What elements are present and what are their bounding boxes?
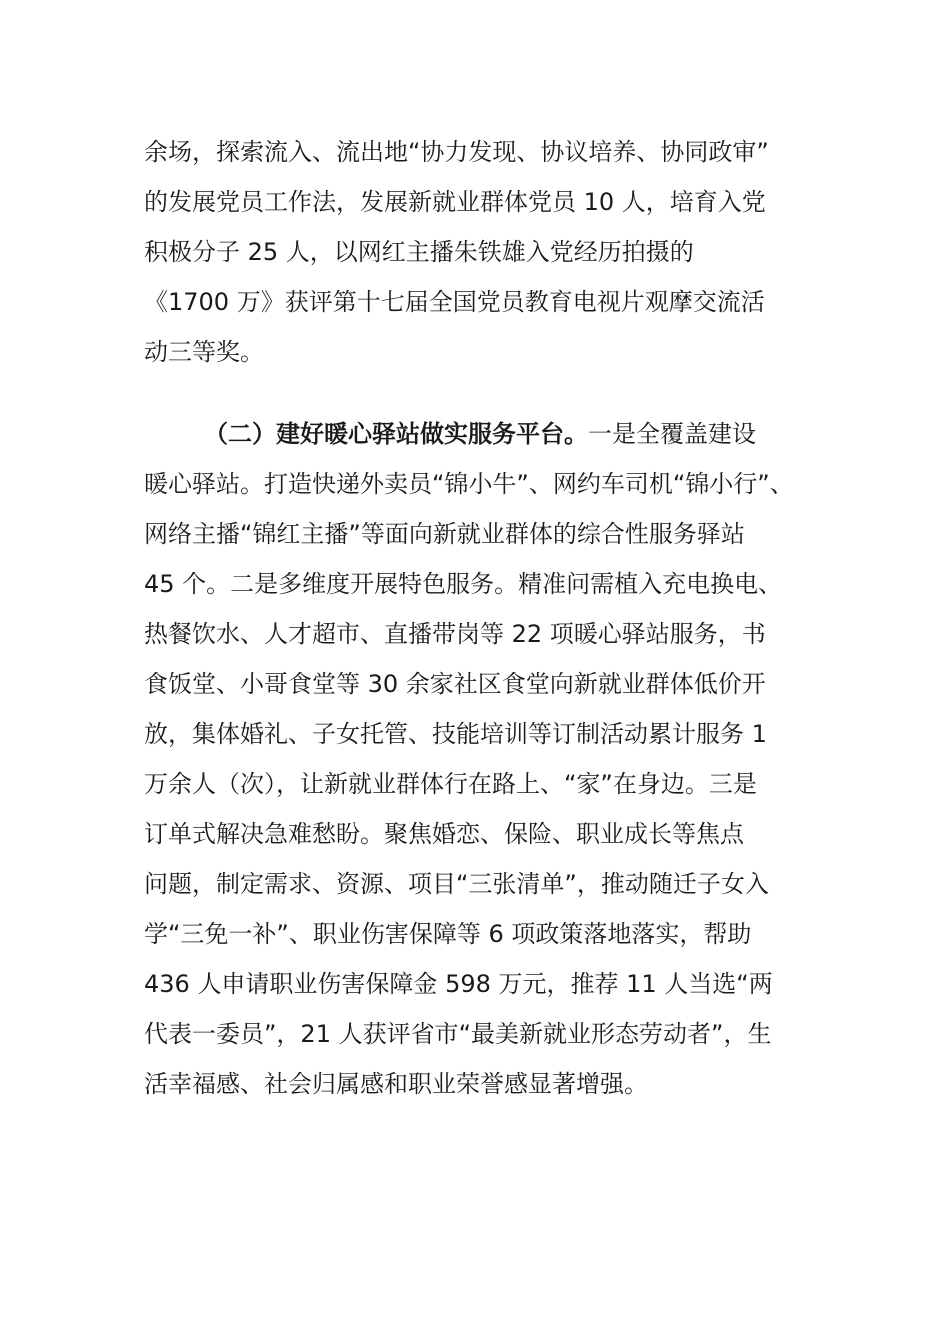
text-line: 活幸福感、社会归属感和职业荣誉感显著增强。: [144, 1070, 648, 1098]
text-line: 暖心驿站。打造快递外卖员“锦小牛”、网约车司机“锦小行”、: [144, 470, 794, 498]
heading-trailing-text: 一是全覆盖建设: [588, 420, 756, 448]
text-line: 网络主播“锦红主播”等面向新就业群体的综合性服务驿站: [144, 520, 745, 548]
text-line: 动三等奖。: [144, 338, 264, 366]
text-line: 45 个。二是多维度开展特色服务。精准问需植入充电换电、: [144, 570, 783, 598]
text-line: 放，集体婚礼、子女托管、技能培训等订制活动累计服务 1: [144, 720, 767, 748]
text-line: 的发展党员工作法，发展新就业群体党员 10 人，培育入党: [144, 188, 766, 216]
text-line: 代表一委员”，21 人获评省市“最美新就业形态劳动者”，生: [144, 1020, 772, 1048]
text-line: 《1700 万》获评第十七届全国党员教育电视片观摩交流活: [144, 288, 765, 316]
text-line: 订单式解决急难愁盼。聚焦婚恋、保险、职业成长等焦点: [144, 820, 744, 848]
text-line-first: [144, 414, 794, 464]
section-heading: （二）建好暖心驿站做实服务平台。: [204, 420, 588, 448]
text-line: 热餐饮水、人才超市、直播带岗等 22 项暖心驿站服务，书: [144, 620, 766, 648]
text-line: 问题，制定需求、资源、项目“三张清单”，推动随迁子女入: [144, 870, 769, 898]
text-line: 积极分子 25 人，以网红主播朱铁雄入党经历拍摄的: [144, 238, 694, 266]
text-line: 食饭堂、小哥食堂等 30 余家社区食堂向新就业群体低价开: [144, 670, 766, 698]
paragraph-service-platform: [144, 414, 794, 1114]
text-line: 余场，探索流入、流出地“协力发现、协议培养、协同政审”: [144, 138, 769, 166]
paragraph-continuation: [144, 132, 769, 382]
text-line: 万余人（次），让新就业群体行在路上、“家”在身边。三是: [144, 770, 757, 798]
text-line: 学“三免一补”、职业伤害保障等 6 项政策落地落实，帮助: [144, 920, 752, 948]
text-line: 436 人申请职业伤害保障金 598 万元，推荐 11 人当选“两: [144, 970, 773, 998]
